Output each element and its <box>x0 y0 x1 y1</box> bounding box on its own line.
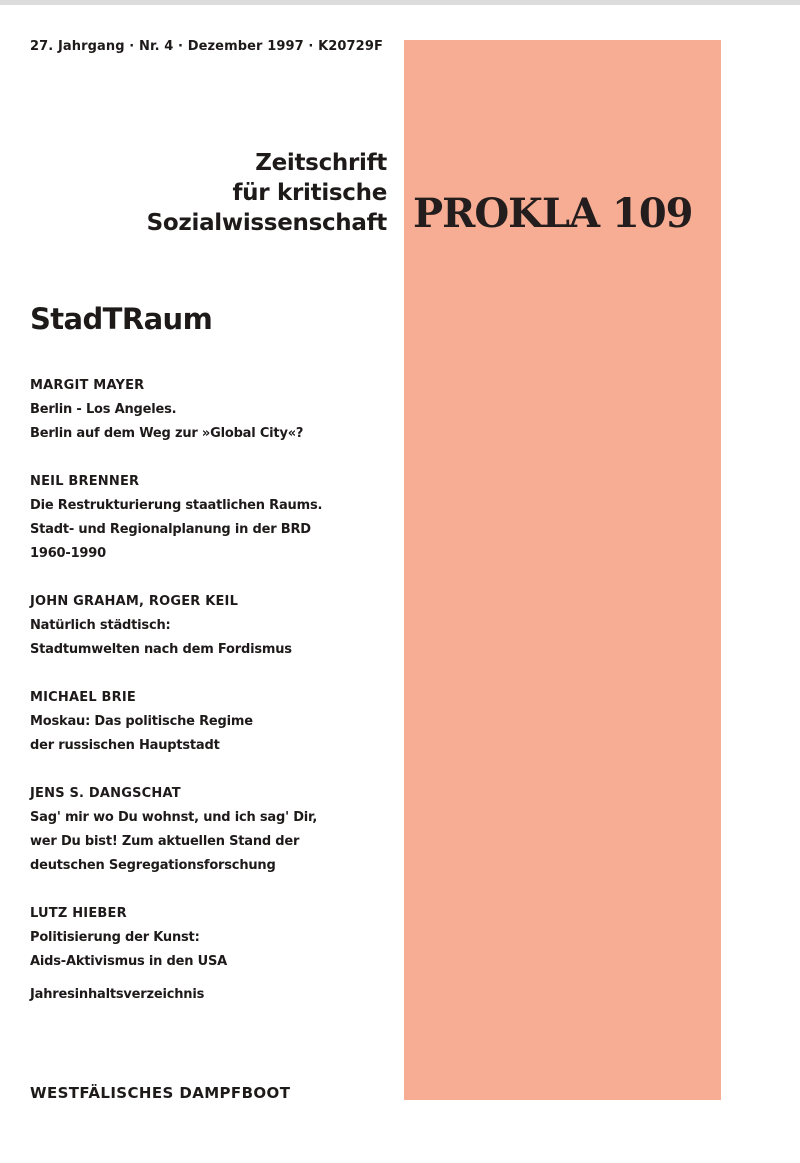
article-title-line: wer Du bist! Zum aktuellen Stand der <box>30 834 300 849</box>
article-title-line: Politisierung der Kunst: <box>30 930 200 945</box>
article-author: LUTZ HIEBER <box>30 906 127 921</box>
article-title-line: Berlin auf dem Weg zur »Global City«? <box>30 426 304 441</box>
article-list <box>30 374 400 974</box>
article-title-line: Die Restrukturierung staatlichen Raums. <box>30 498 323 513</box>
journal-title: PROKLA 109 <box>413 190 693 237</box>
article-title-line: Natürlich städtisch: <box>30 618 171 633</box>
article-entry <box>30 902 400 974</box>
article-title-line: Sag' mir wo Du wohnst, und ich sag' Dir, <box>30 810 318 825</box>
article-title-line: Aids-Aktivismus in den USA <box>30 954 227 969</box>
subtitle-line: für kritische <box>232 180 387 206</box>
article-entry <box>30 590 400 662</box>
journal-subtitle <box>120 148 387 238</box>
subtitle-line: Zeitschrift <box>255 150 387 176</box>
issue-theme: StadTRaum <box>30 302 213 336</box>
article-entry <box>30 686 400 758</box>
article-author: JENS S. DANGSCHAT <box>30 786 181 801</box>
article-entry <box>30 470 400 566</box>
article-author: MARGIT MAYER <box>30 378 145 393</box>
subtitle-line: Sozialwissenschaft <box>146 210 387 236</box>
article-title-line: Moskau: Das politische Regime <box>30 714 253 729</box>
article-entry <box>30 374 400 446</box>
article-title-line: 1960-1990 <box>30 546 106 561</box>
article-entry <box>30 782 400 878</box>
publisher-name: WESTFÄLISCHES DAMPFBOOT <box>30 1084 291 1102</box>
article-author: NEIL BRENNER <box>30 474 140 489</box>
article-title-line: Stadtumwelten nach dem Fordismus <box>30 642 292 657</box>
article-title-line: Stadt- und Regionalplanung in der BRD <box>30 522 311 537</box>
article-author: JOHN GRAHAM, ROGER KEIL <box>30 594 239 609</box>
scan-edge <box>0 0 800 5</box>
article-author: MICHAEL BRIE <box>30 690 136 705</box>
annual-index-label: Jahresinhaltsverzeichnis <box>30 987 205 1002</box>
article-title-line: deutschen Segregationsforschung <box>30 858 276 873</box>
article-title-line: der russischen Hauptstadt <box>30 738 220 753</box>
article-title-line: Berlin - Los Angeles. <box>30 402 177 417</box>
issue-line: 27. Jahrgang · Nr. 4 · Dezember 1997 · K20729F <box>30 39 383 54</box>
